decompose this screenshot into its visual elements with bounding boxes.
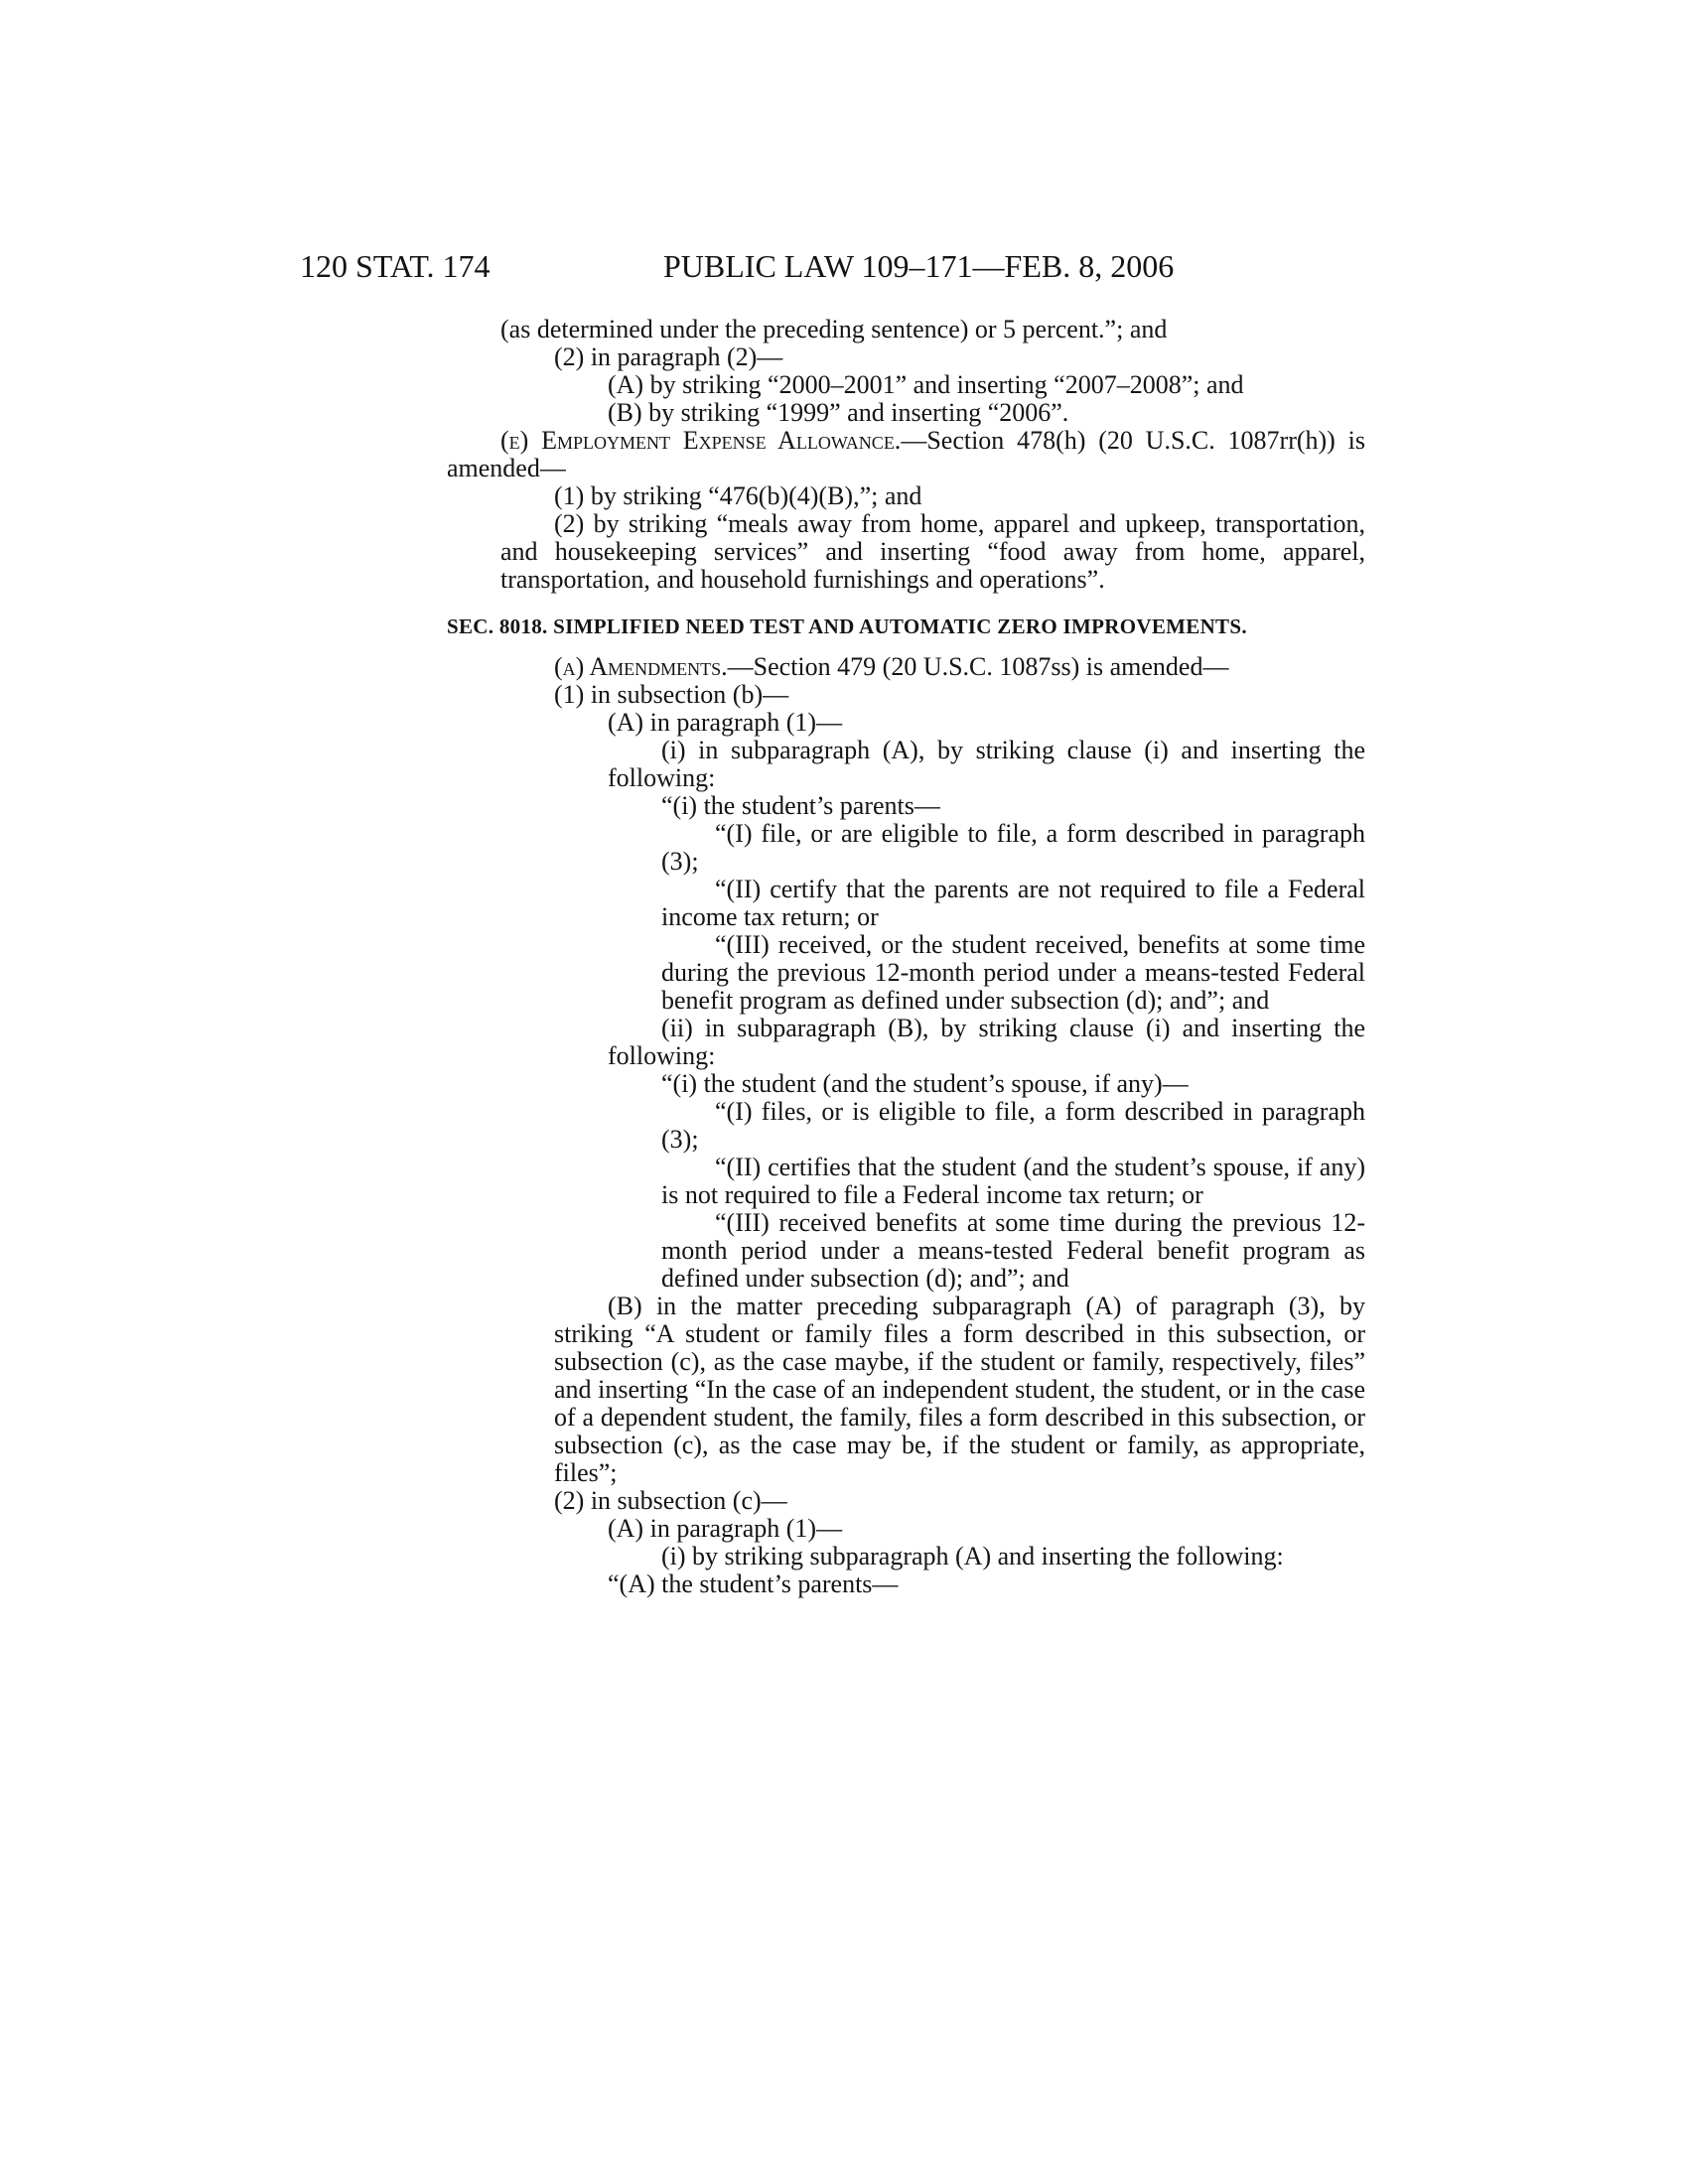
paragraph-heading: (a) Amendments. (554, 652, 728, 681)
paragraph: (as determined under the preceding sentence) or 5 percent.”; and (500, 315, 1168, 343)
paragraph: “(III) received benefits at some time during the previous 12-month period under a means-tested Federal benefit program as defined under subsection (d); and”; and (661, 1208, 1365, 1293)
paragraph: “(A) the student’s parents— (608, 1570, 899, 1598)
paragraph: “(III) received, or the student received, benefits at some time during the previous 12-month period under a means-tested Federal benefit program as defined under subsection (d); and”; and (661, 930, 1365, 1015)
document-body (447, 315, 1365, 1598)
paragraph (447, 427, 1365, 482)
paragraph: (i) by striking subparagraph (A) and inserting the following: (661, 1542, 1284, 1570)
paragraph: “(I) file, or are eligible to file, a form described in paragraph (3); (661, 819, 1365, 876)
paragraph: “(i) the student’s parents— (661, 791, 940, 820)
page-citation: 120 STAT. 174 (300, 248, 491, 284)
paragraph: (1) by striking “476(b)(4)(B),”; and (554, 481, 922, 510)
paragraph: (B) by striking “1999” and inserting “2006”. (608, 398, 1069, 427)
paragraph: “(I) files, or is eligible to file, a form described in paragraph (3); (661, 1097, 1365, 1154)
paragraph: (2) in subsection (c)— (554, 1486, 787, 1515)
paragraph: (2) by striking “meals away from home, apparel and upkeep, transportation, and housekeeping services” and inserting “food away from home, apparel, transportation, and household furnishings and operations”. (500, 509, 1365, 594)
paragraph (500, 653, 1365, 681)
paragraph: (A) in paragraph (1)— (608, 1514, 843, 1543)
paragraph: (2) in paragraph (2)— (554, 342, 783, 371)
paragraph: “(II) certify that the parents are not required to file a Federal income tax return; or (661, 875, 1365, 931)
paragraph: (1) in subsection (b)— (554, 680, 789, 709)
running-header: PUBLIC LAW 109–171—FEB. 8, 2006 (663, 248, 1175, 284)
paragraph: “(i) the student (and the student’s spouse, if any)— (661, 1069, 1189, 1098)
paragraph: (ii) in subparagraph (B), by striking clause (i) and inserting the following: (608, 1014, 1365, 1070)
paragraph-text: —Section 479 (20 U.S.C. 1087ss) is amended— (727, 652, 1229, 681)
paragraph-text: —Section 478(h) (20 U.S.C. 1087rr(h)) is amended— (447, 426, 1365, 482)
paragraph: (A) by striking “2000–2001” and inserting “2007–2008”; and (608, 370, 1244, 399)
paragraph: (A) in paragraph (1)— (608, 708, 843, 737)
paragraph: (B) in the matter preceding subparagraph (A) of paragraph (3), by striking “A student or family files a form described in this subsection, or subsection (c), as the case maybe, if the student or family, respectively, files” and inserting “In the case of an independent student, the student, or in the case of a dependent student, the family, files a form described in this subsection, or subsection (c), as the case may be, if the student or family, as appropriate, files”; (554, 1292, 1365, 1487)
section-heading: SEC. 8018. SIMPLIFIED NEED TEST AND AUTOMATIC ZERO IMPROVEMENTS. (447, 614, 1247, 638)
paragraph-heading: (e) Employment Expense Allowance. (500, 426, 902, 455)
paragraph: (i) in subparagraph (A), by striking clause (i) and inserting the following: (608, 736, 1365, 792)
paragraph: “(II) certifies that the student (and the student’s spouse, if any) is not required to file a Federal income tax return; or (661, 1153, 1365, 1209)
